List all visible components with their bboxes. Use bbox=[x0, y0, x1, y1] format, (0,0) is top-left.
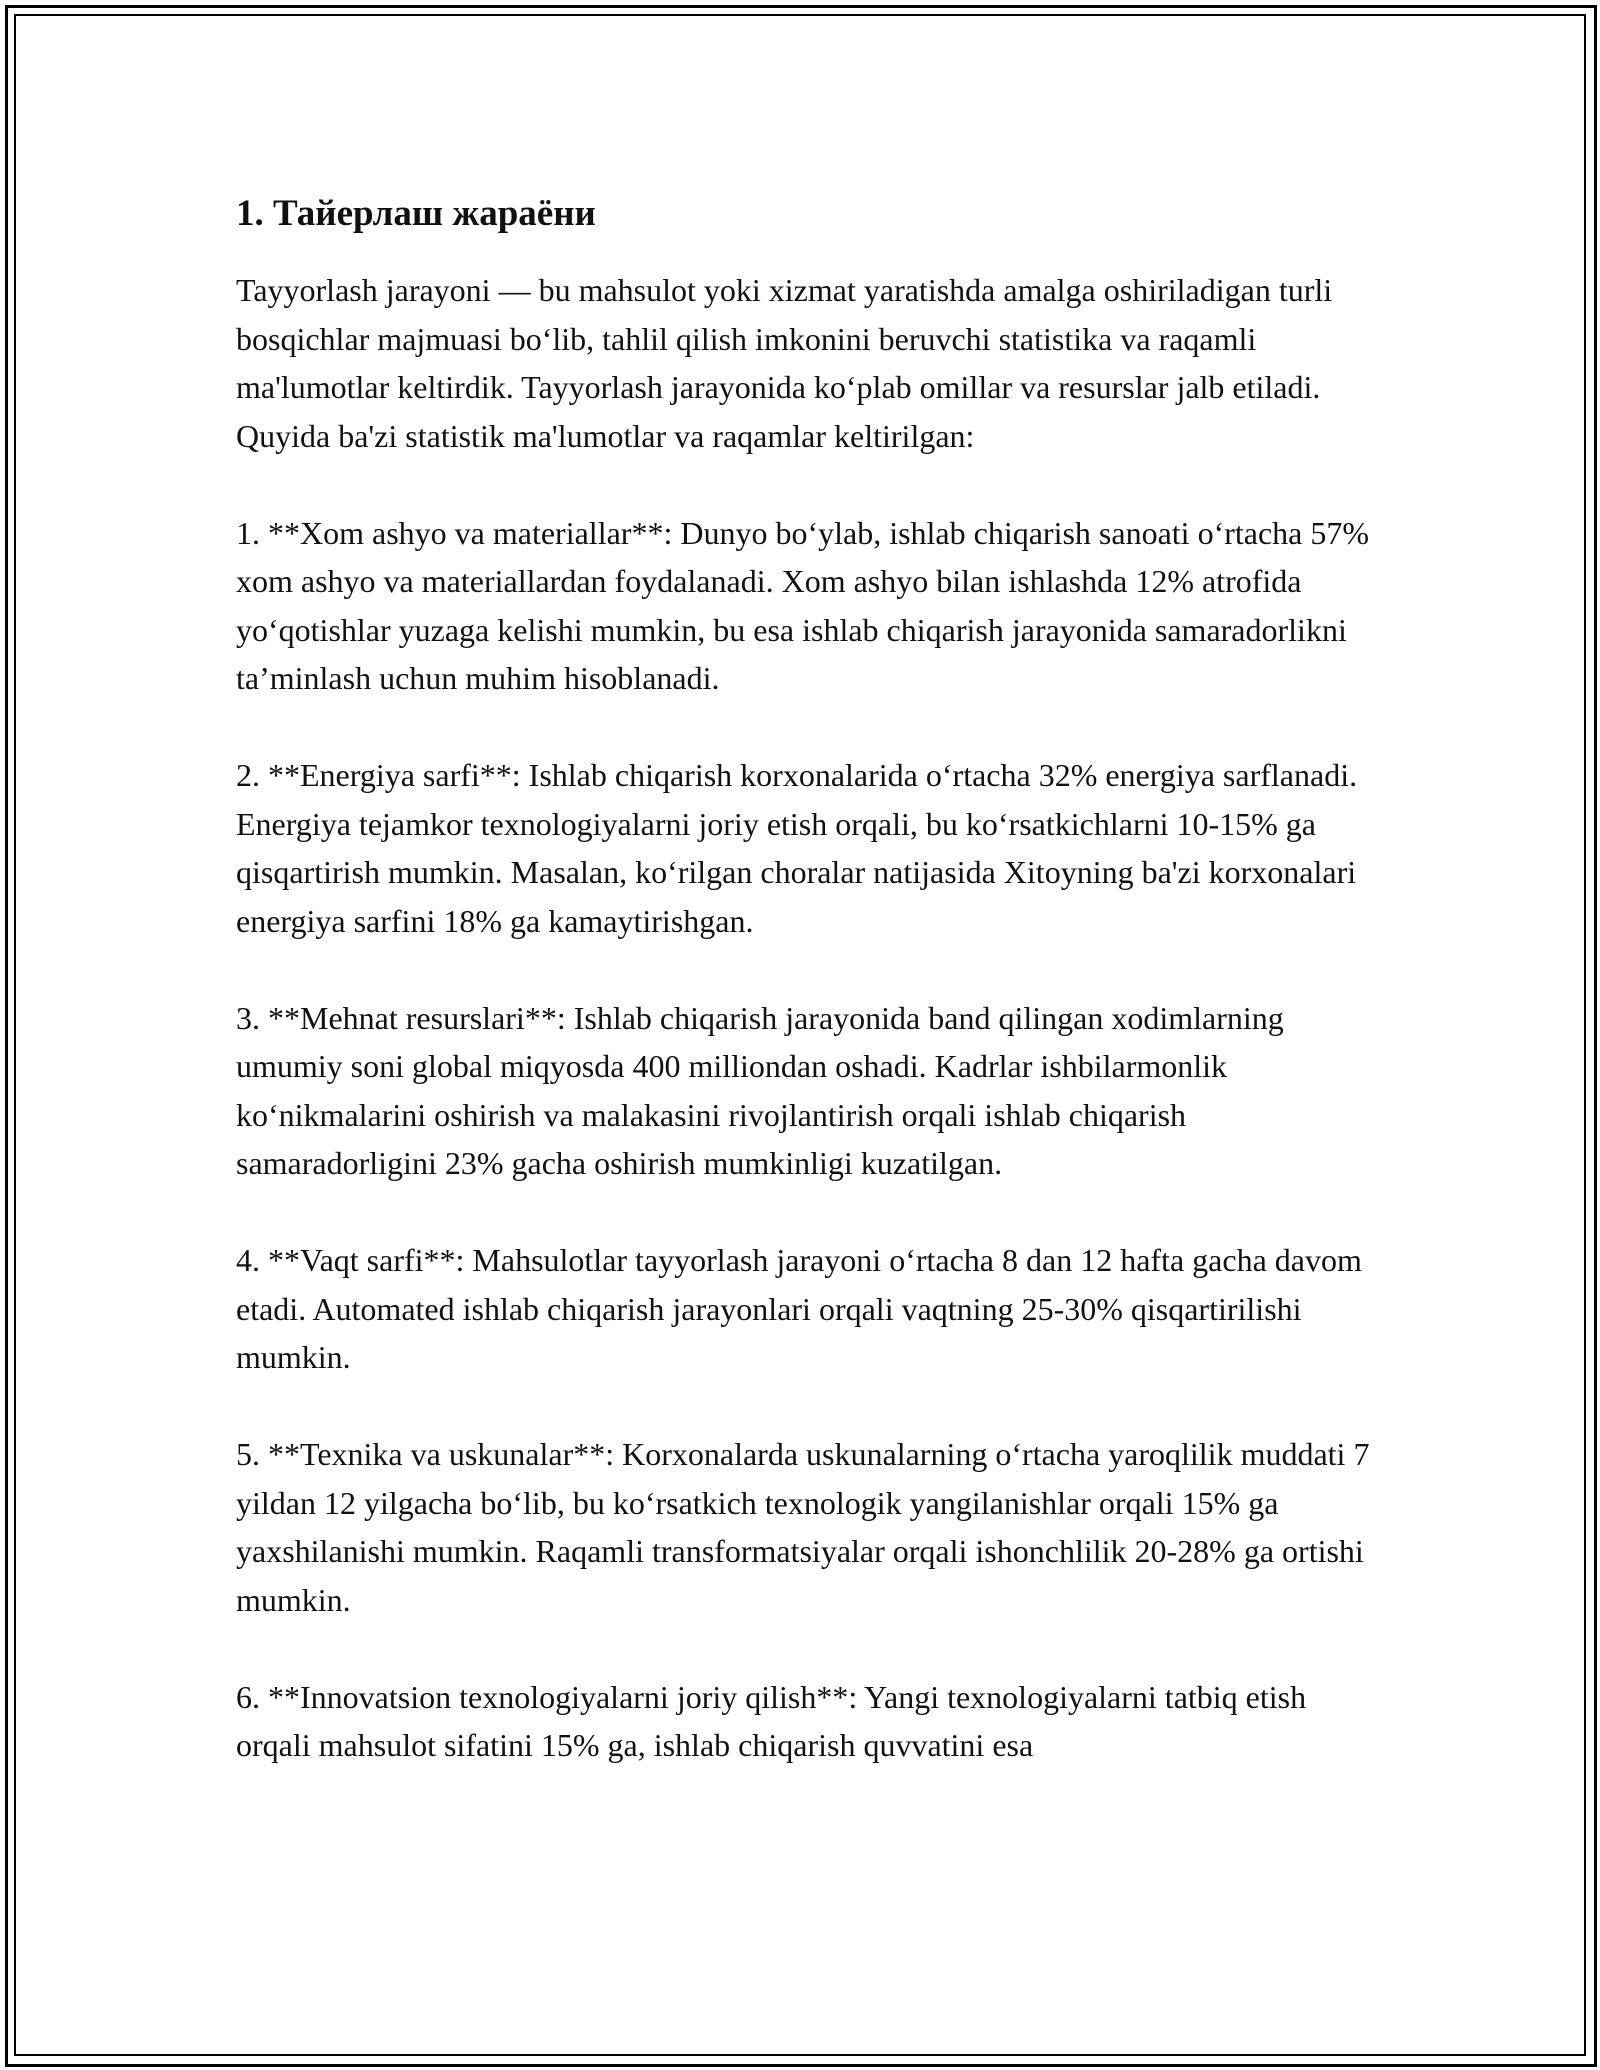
list-item-raw-materials: 1. **Xom ashyo va materiallar**: Dunyo bo‘ylab, ishlab chiqarish sanoati o‘rtacha 57% xom ashyo va materiallardan foydalanadi. Xom ashyo bilan ishlashda 12% atrofida yo‘qotishlar yuzaga kelishi mumkin, bu esa ishlab chiqarish jarayonida samaradorlikni ta’minlash uchun muhim hisoblanadi. bbox=[236, 514, 1370, 696]
section-heading: 1. Тайерлаш жараёни bbox=[236, 193, 596, 234]
list-item-energy: 2. **Energiya sarfi**: Ishlab chiqarish korxonalarida o‘rtacha 32% energiya sarflanadi. Energiya tejamkor texnologiyalarni joriy etish orqali, bu ko‘rsatkichlarni 10-15% ga qisqartirish mumkin. Masalan, ko‘rilgan choralar natijasida Xitoyning ba'zi korxonalari energiya sarfini 18% ga kamaytirishgan. bbox=[236, 757, 1358, 939]
intro-paragraph: Tayyorlash jarayoni — bu mahsulot yoki xizmat yaratishda amalga oshiriladigan turli bosqichlar majmuasi bo‘lib, tahlil qilish imkonini beruvchi statistika va raqamli ma'lumotlar keltirdik. Tayyorlash jarayonida ko‘plab omillar va resurslar jalb etiladi. Quyida ba'zi statistik ma'lumotlar va raqamlar keltirilgan: bbox=[236, 272, 1333, 454]
document-page bbox=[236, 186, 1386, 1818]
list-item-equipment: 5. **Texnika va uskunalar**: Korxonalarda uskunalarning o‘rtacha yaroqlilik muddati 7 yildan 12 yilgacha bo‘lib, bu ko‘rsatkich texnologik yangilanishlar orqali 15% ga yaxshilanishi mumkin. Raqamli transformatsiyalar orqali ishonchlilik 20-28% ga ortishi mumkin. bbox=[236, 1436, 1370, 1618]
list-item-time: 4. **Vaqt sarfi**: Mahsulotlar tayyorlash jarayoni o‘rtacha 8 dan 12 hafta gacha davom etadi. Automated ishlab chiqarish jarayonlari orqali vaqtning 25-30% qisqartirilishi mumkin. bbox=[236, 1242, 1362, 1375]
list-item-innovation: 6. **Innovatsion texnologiyalarni joriy qilish**: Yangi texnologiyalarni tatbiq etish orqali mahsulot sifatini 15% ga, ishlab chiqarish quvvatini esa bbox=[236, 1678, 1307, 1763]
list-item-labor: 3. **Mehnat resurslari**: Ishlab chiqarish jarayonida band qilingan xodimlarning umumiy soni global miqyosda 400 milliondan oshadi. Kadrlar ishbilarmonlik ko‘nikmalarini oshirish va malakasini rivojlantirish orqali ishlab chiqarish samaradorligini 23% gacha oshirish mumkinligi kuzatilgan. bbox=[236, 999, 1284, 1181]
